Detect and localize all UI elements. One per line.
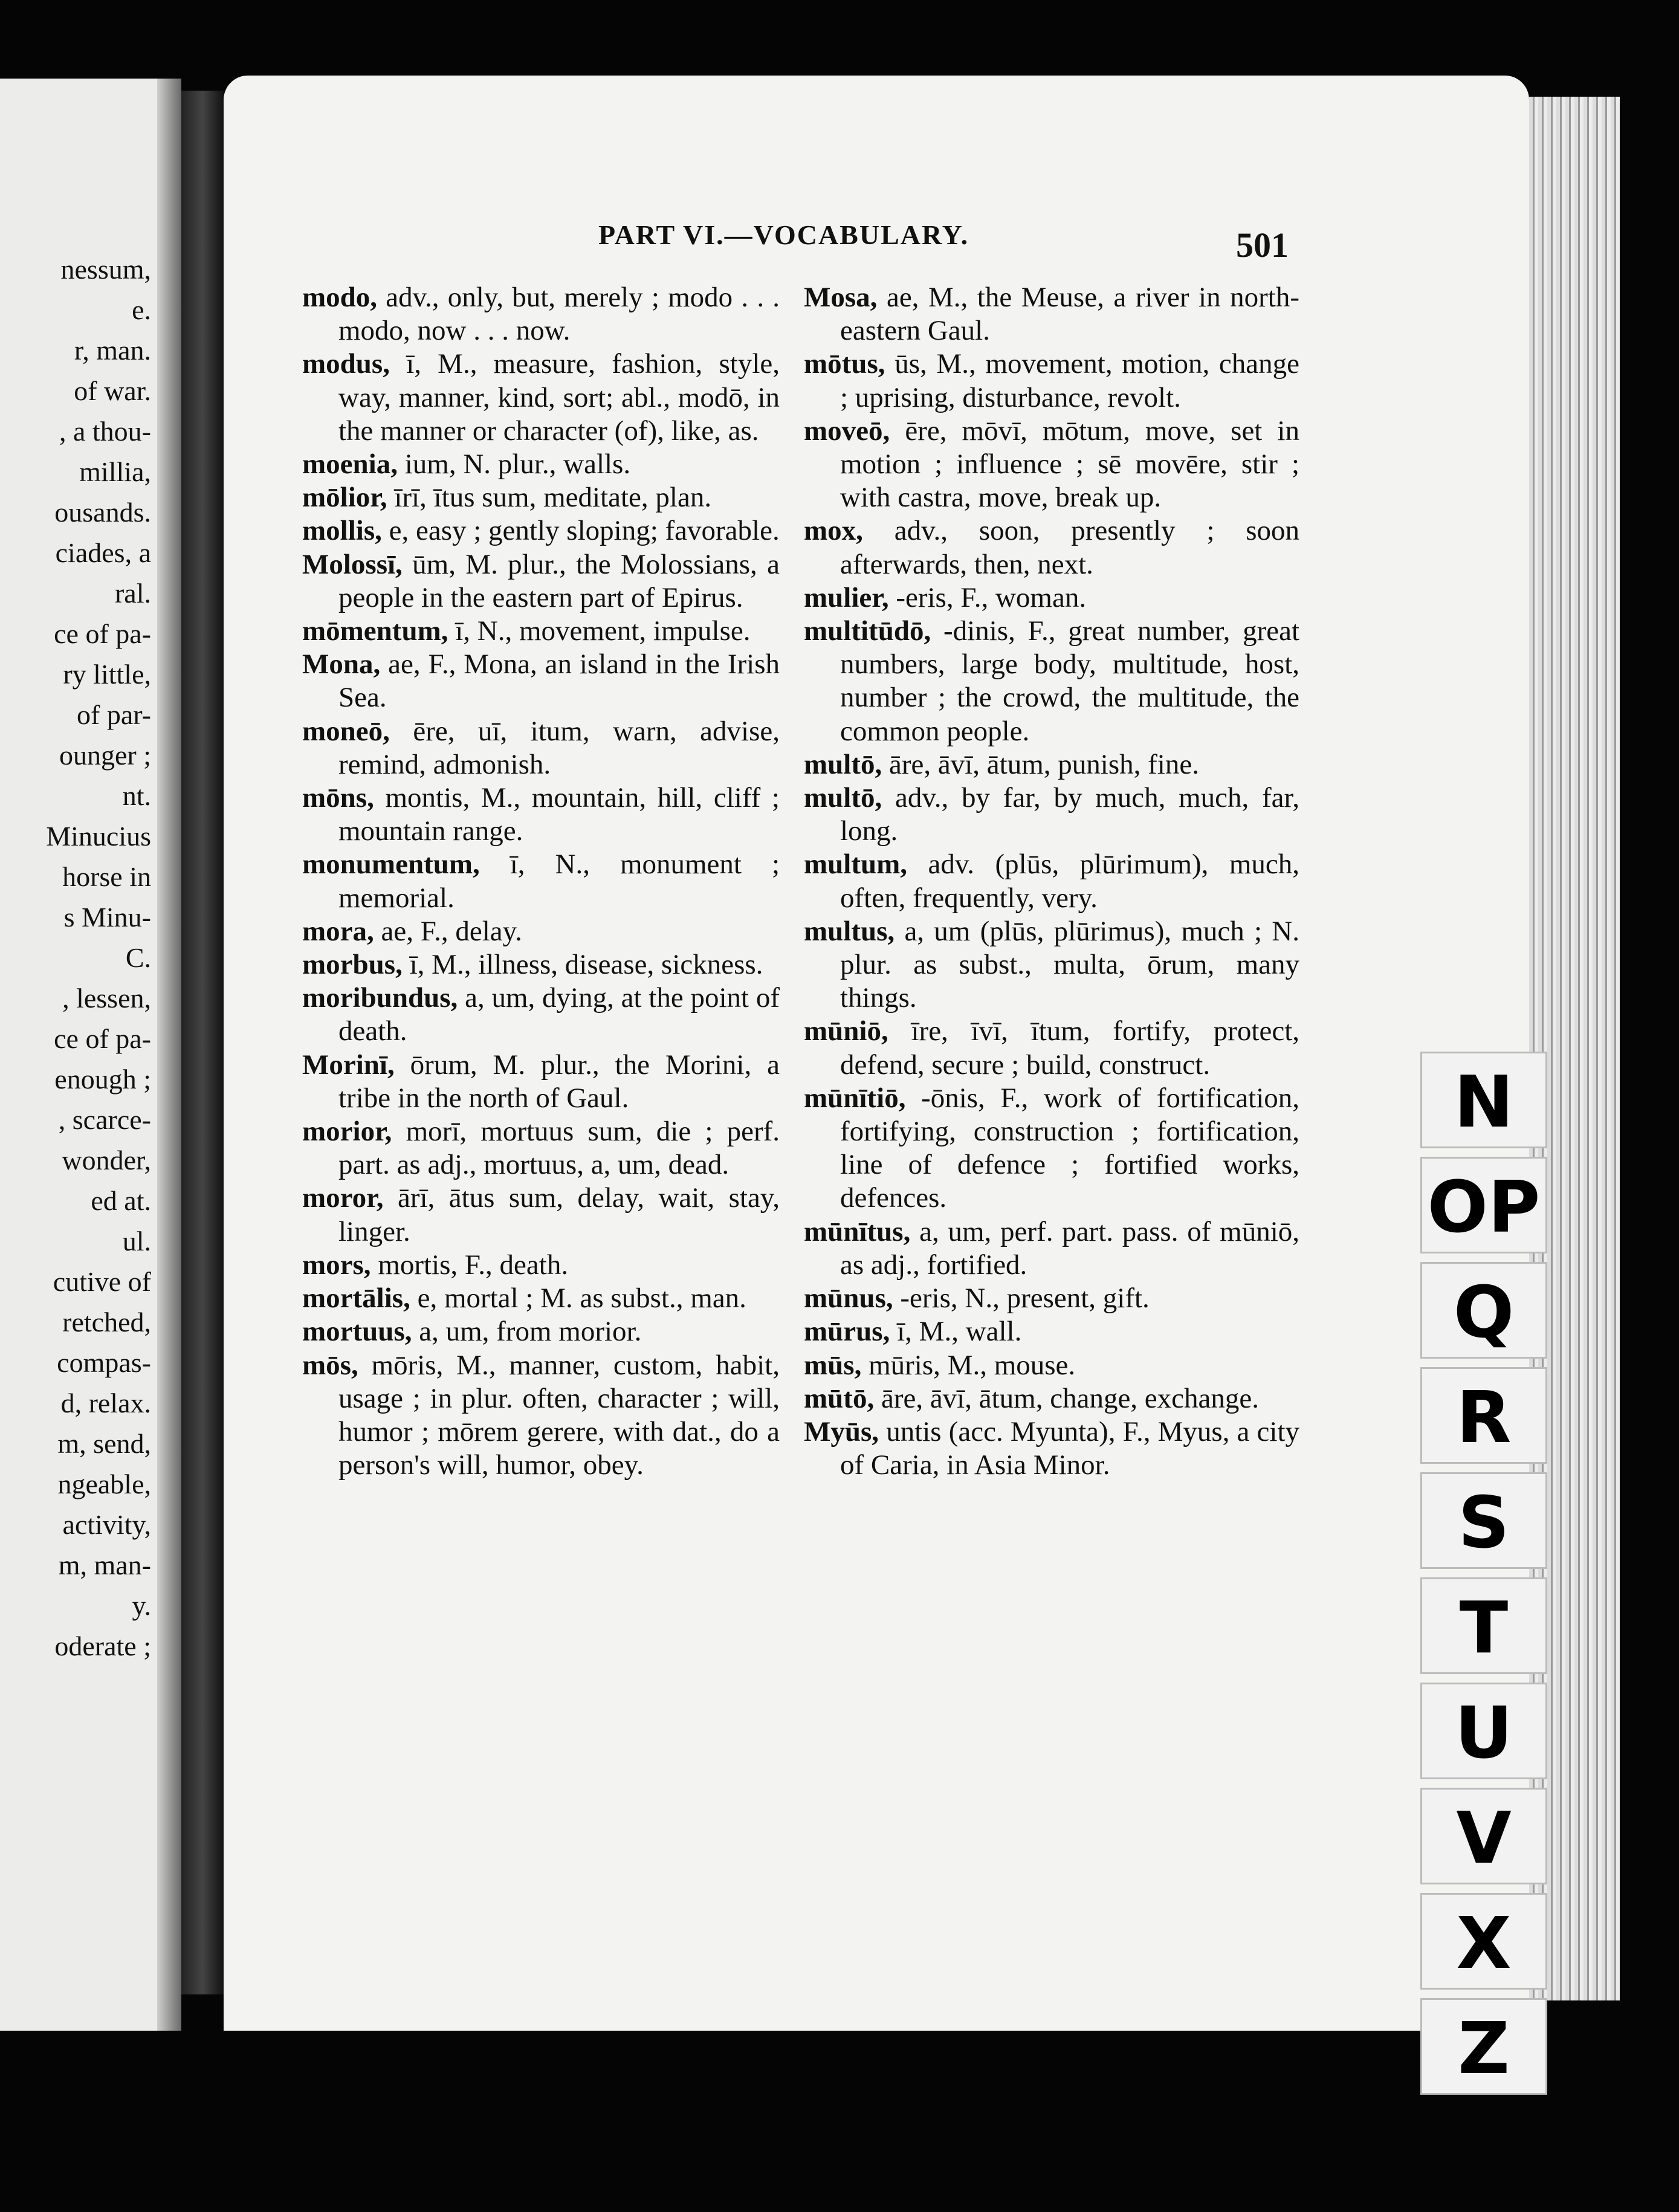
thumb-index-tabs xyxy=(1420,1052,1565,2103)
entry-headword: multō, xyxy=(804,782,882,814)
entry-headword: mortālis, xyxy=(302,1282,410,1315)
left-page-fragment: ounger ; xyxy=(59,740,151,771)
entry-headword: mūnītiō, xyxy=(804,1082,906,1114)
dictionary-entry xyxy=(804,281,1299,348)
entry-headword: mūs, xyxy=(804,1349,862,1381)
thumb-tab[interactable]: R xyxy=(1420,1367,1547,1464)
entry-definition: ārī, ātus sum, delay, wait, stay, linger. xyxy=(338,1182,780,1247)
entry-headword: mōtus, xyxy=(804,348,885,380)
dictionary-entry xyxy=(804,514,1299,581)
entry-headword: mox, xyxy=(804,515,863,547)
entry-definition: montis, M., mountain, hill, cliff ; mountain range. xyxy=(338,782,780,847)
thumb-tab[interactable]: X xyxy=(1420,1893,1547,1990)
entry-headword: moenia, xyxy=(302,448,398,480)
left-page-fragment: ce of pa- xyxy=(54,618,151,649)
entry-headword: modus, xyxy=(302,348,390,380)
entry-headword: Morinī, xyxy=(302,1049,395,1081)
page-number: 501 xyxy=(1236,225,1289,265)
left-page-fragment: s Minu- xyxy=(63,902,151,933)
entry-definition: ī, M., wall. xyxy=(897,1316,1022,1348)
entry-definition: ium, N. plur., walls. xyxy=(404,448,631,480)
left-page-fragment: r, man. xyxy=(74,335,151,366)
entry-headword: mollis, xyxy=(302,515,382,547)
thumb-tab[interactable]: OP xyxy=(1420,1157,1547,1253)
thumb-tab[interactable]: U xyxy=(1420,1683,1547,1779)
entry-definition: e, easy ; gently sloping; favorable. xyxy=(389,515,780,547)
left-page-fragment: , lessen, xyxy=(62,983,151,1014)
entry-headword: monumentum, xyxy=(302,849,480,881)
dictionary-entry xyxy=(302,715,780,781)
entry-headword: mortuus, xyxy=(302,1316,412,1348)
left-page-fragment: nt. xyxy=(122,780,151,811)
entry-definition: e, mortal ; M. as subst., man. xyxy=(417,1282,746,1315)
entry-definition: a, um (plūs, plūrimus), much ; N. plur. as subst., multa, ōrum, many things. xyxy=(840,915,1300,1014)
left-page-fragment: e. xyxy=(132,294,151,325)
left-page-fragment: m, send, xyxy=(57,1428,151,1459)
entry-headword: morbus, xyxy=(302,949,403,981)
dictionary-entry xyxy=(302,348,780,448)
entry-definition: ōrum, M. plur., the Morini, a tribe in the north of Gaul. xyxy=(338,1049,780,1114)
entry-definition: mūris, M., mouse. xyxy=(869,1349,1076,1381)
left-page-fragment: , a thou- xyxy=(59,416,151,447)
dictionary-entry xyxy=(302,648,780,714)
entry-definition: a, um, perf. part. pass. of mūniō, as adj., fortified. xyxy=(840,1215,1299,1281)
dictionary-entry xyxy=(302,1349,780,1483)
entry-definition: ae, M., the Meuse, a river in north-eastern Gaul. xyxy=(840,282,1299,347)
entry-definition: adv., only, but, merely ; modo . . . modo, now . . . now. xyxy=(338,282,780,347)
thumb-tab[interactable]: Z xyxy=(1420,1998,1547,2095)
dictionary-entry xyxy=(804,415,1299,515)
left-page-fragment: d, relax. xyxy=(60,1388,151,1418)
dictionary-entry xyxy=(302,781,780,848)
entry-definition: a, um, dying, at the point of death. xyxy=(338,982,780,1047)
entry-headword: mors, xyxy=(302,1249,371,1281)
right-column xyxy=(804,281,1299,1482)
entry-definition: ūm, M. plur., the Molossians, a people in the eastern part of Epirus. xyxy=(338,548,780,613)
entry-headword: Mona, xyxy=(302,648,381,681)
left-page-fragment: millia, xyxy=(79,456,151,487)
entry-headword: moneō, xyxy=(302,715,390,747)
thumb-tab[interactable]: S xyxy=(1420,1472,1547,1569)
entry-definition: mortis, F., death. xyxy=(378,1249,569,1281)
left-page-fragment: ul. xyxy=(122,1226,151,1256)
dictionary-entry xyxy=(302,514,780,548)
entry-headword: modo, xyxy=(302,282,378,313)
dictionary-entry xyxy=(804,748,1299,781)
left-page-fragment: ral. xyxy=(114,578,151,609)
entry-headword: moribundus, xyxy=(302,982,458,1014)
left-page-fragment: , scarce- xyxy=(58,1104,151,1135)
left-page-fragment: activity, xyxy=(62,1509,151,1540)
left-page-gutter xyxy=(157,79,181,2031)
entry-definition: adv. (plūs, plūrimum), much, often, frequently, very. xyxy=(840,849,1299,914)
book-spine xyxy=(181,91,224,1994)
entry-headword: multum, xyxy=(804,849,908,881)
dictionary-entry xyxy=(302,1282,780,1315)
dictionary-entry xyxy=(804,1315,1299,1348)
entry-definition: ūs, M., movement, motion, change ; uprising, disturbance, revolt. xyxy=(840,348,1300,413)
entry-headword: Molossī, xyxy=(302,548,403,580)
dictionary-entry xyxy=(302,281,780,348)
entry-headword: mūnītus, xyxy=(804,1215,911,1247)
entry-definition: ae, F., delay. xyxy=(381,915,522,947)
dictionary-entry xyxy=(302,1315,780,1348)
entry-headword: Myūs, xyxy=(804,1415,879,1447)
entry-headword: multus, xyxy=(804,915,895,947)
thumb-tab[interactable]: N xyxy=(1420,1052,1547,1148)
entry-headword: mūtō, xyxy=(804,1382,875,1414)
entry-definition: a, um, from morior. xyxy=(419,1316,642,1348)
left-page-fragment: ce of pa- xyxy=(54,1023,151,1054)
left-page xyxy=(0,79,181,2031)
left-page-fragment: retched, xyxy=(62,1307,151,1337)
entry-headword: mūrus, xyxy=(804,1316,890,1348)
dictionary-entry xyxy=(804,848,1299,914)
dictionary-entry xyxy=(804,581,1299,615)
entry-definition: ēre, uī, itum, warn, advise, remind, admonish. xyxy=(338,715,780,780)
thumb-tab[interactable]: T xyxy=(1420,1577,1547,1674)
dictionary-entry xyxy=(804,615,1299,748)
entry-headword: morior, xyxy=(302,1116,392,1148)
left-page-fragment: m, man- xyxy=(58,1550,151,1580)
dictionary-entry xyxy=(804,781,1299,848)
left-page-fragment: horse in xyxy=(62,861,151,892)
entry-definition: -ōnis, F., work of fortification, fortifying, construction ; fortification, line of defence ; fortified works, defences. xyxy=(840,1082,1299,1214)
left-page-fragment: of war. xyxy=(74,375,151,406)
entry-definition: ī, N., monument ; memorial. xyxy=(338,849,780,914)
entry-definition: ēre, mōvī, mōtum, move, set in motion ; influence ; sē movēre, stir ; with castra, move, break up. xyxy=(840,415,1299,514)
entry-definition: adv., by far, by much, much, far, long. xyxy=(840,782,1299,847)
entry-headword: mora, xyxy=(302,915,374,947)
left-page-fragment: Minucius xyxy=(46,821,151,852)
running-header: PART VI.—VOCABULARY. xyxy=(598,219,969,250)
entry-definition: ī, M., illness, disease, sickness. xyxy=(409,949,763,981)
entry-definition: ae, F., Mona, an island in the Irish Sea. xyxy=(338,648,780,714)
dictionary-entry xyxy=(804,915,1299,1015)
dictionary-entry xyxy=(302,1115,780,1182)
entry-definition: āre, āvī, ātum, change, exchange. xyxy=(881,1382,1259,1414)
dictionary-entry xyxy=(302,615,780,648)
left-page-fragment: C. xyxy=(125,942,151,973)
entry-definition: mōris, M., manner, custom, habit, usage ; in plur. often, character ; will, humor ; mōrem gerere, with dat., do a person's will, humor, obey. xyxy=(338,1349,780,1481)
dictionary-entry xyxy=(302,481,780,514)
entry-headword: Mosa, xyxy=(804,282,878,313)
entry-definition: adv., soon, presently ; soon afterwards, then, next. xyxy=(840,515,1299,580)
entry-headword: moror, xyxy=(302,1182,384,1214)
dictionary-entry xyxy=(302,548,780,615)
entry-definition: -eris, F., woman. xyxy=(896,581,1087,613)
thumb-tab[interactable]: V xyxy=(1420,1788,1547,1884)
left-page-fragment: nessum, xyxy=(60,254,151,285)
left-page-fragment: ousands. xyxy=(54,497,151,528)
dictionary-entry xyxy=(302,448,780,481)
entry-definition: -eris, N., present, gift. xyxy=(900,1282,1150,1315)
dictionary-entry xyxy=(804,1082,1299,1215)
left-page-fragment: ciades, a xyxy=(55,537,151,568)
entry-headword: mulier, xyxy=(804,581,889,613)
entry-headword: mōns, xyxy=(302,782,374,814)
dictionary-entry xyxy=(302,948,780,981)
entry-definition: īrī, ītus sum, meditate, plan. xyxy=(394,482,712,514)
entry-definition: īre, īvī, ītum, fortify, protect, defend, secure ; build, construct. xyxy=(840,1015,1300,1081)
entry-headword: moveō, xyxy=(804,415,890,447)
entry-headword: mōmentum, xyxy=(302,615,448,647)
entry-headword: multitūdō, xyxy=(804,615,931,647)
dictionary-entry xyxy=(302,848,780,914)
left-column xyxy=(302,281,780,1482)
left-page-fragment: y. xyxy=(132,1590,151,1621)
thumb-tab[interactable]: Q xyxy=(1420,1262,1547,1359)
dictionary-entry xyxy=(302,1182,780,1248)
left-page-fragment: wonder, xyxy=(62,1145,151,1176)
entry-definition: āre, āvī, ātum, punish, fine. xyxy=(889,748,1199,780)
entry-definition: morī, mortuus sum, die ; perf. part. as adj., mortuus, a, um, dead. xyxy=(338,1116,780,1181)
dictionary-entry xyxy=(302,915,780,948)
entry-headword: mōlior, xyxy=(302,482,387,514)
left-page-fragment: ngeable, xyxy=(57,1469,151,1499)
entry-definition: ī, M., measure, fashion, style, way, manner, kind, sort; abl., modō, in the manner or character (of), like, as. xyxy=(338,348,780,447)
dictionary-entry xyxy=(302,1249,780,1282)
dictionary-entry xyxy=(804,1382,1299,1415)
entry-headword: mōs, xyxy=(302,1349,358,1381)
dictionary-entry xyxy=(804,1349,1299,1382)
dictionary-entry xyxy=(804,348,1299,414)
left-page-fragment: compas- xyxy=(57,1347,151,1378)
dictionary-entry xyxy=(804,1015,1299,1081)
dictionary-entry xyxy=(302,1049,780,1115)
entry-definition: untis (acc. Myunta), F., Myus, a city of Caria, in Asia Minor. xyxy=(840,1415,1300,1481)
dictionary-entry xyxy=(302,981,780,1048)
left-page-fragment: oderate ; xyxy=(54,1631,151,1661)
entry-headword: mūnus, xyxy=(804,1282,893,1315)
entry-definition: ī, N., movement, impulse. xyxy=(455,615,751,647)
left-page-fragment: ed at. xyxy=(91,1185,151,1216)
dictionary-entry xyxy=(804,1415,1299,1482)
dictionary-entry xyxy=(804,1215,1299,1282)
left-page-fragment: cutive of xyxy=(53,1266,151,1297)
left-page-fragment: enough ; xyxy=(54,1064,151,1095)
left-page-fragment: of par- xyxy=(77,699,151,730)
entry-headword: mūniō, xyxy=(804,1015,888,1047)
entry-definition: -dinis, F., great number, great numbers, large body, multitude, host, number ; the crowd, the multitude, the common people. xyxy=(840,615,1300,747)
entry-headword: multō, xyxy=(804,748,882,780)
left-page-fragment: ry little, xyxy=(63,659,151,690)
dictionary-entry xyxy=(804,1282,1299,1315)
